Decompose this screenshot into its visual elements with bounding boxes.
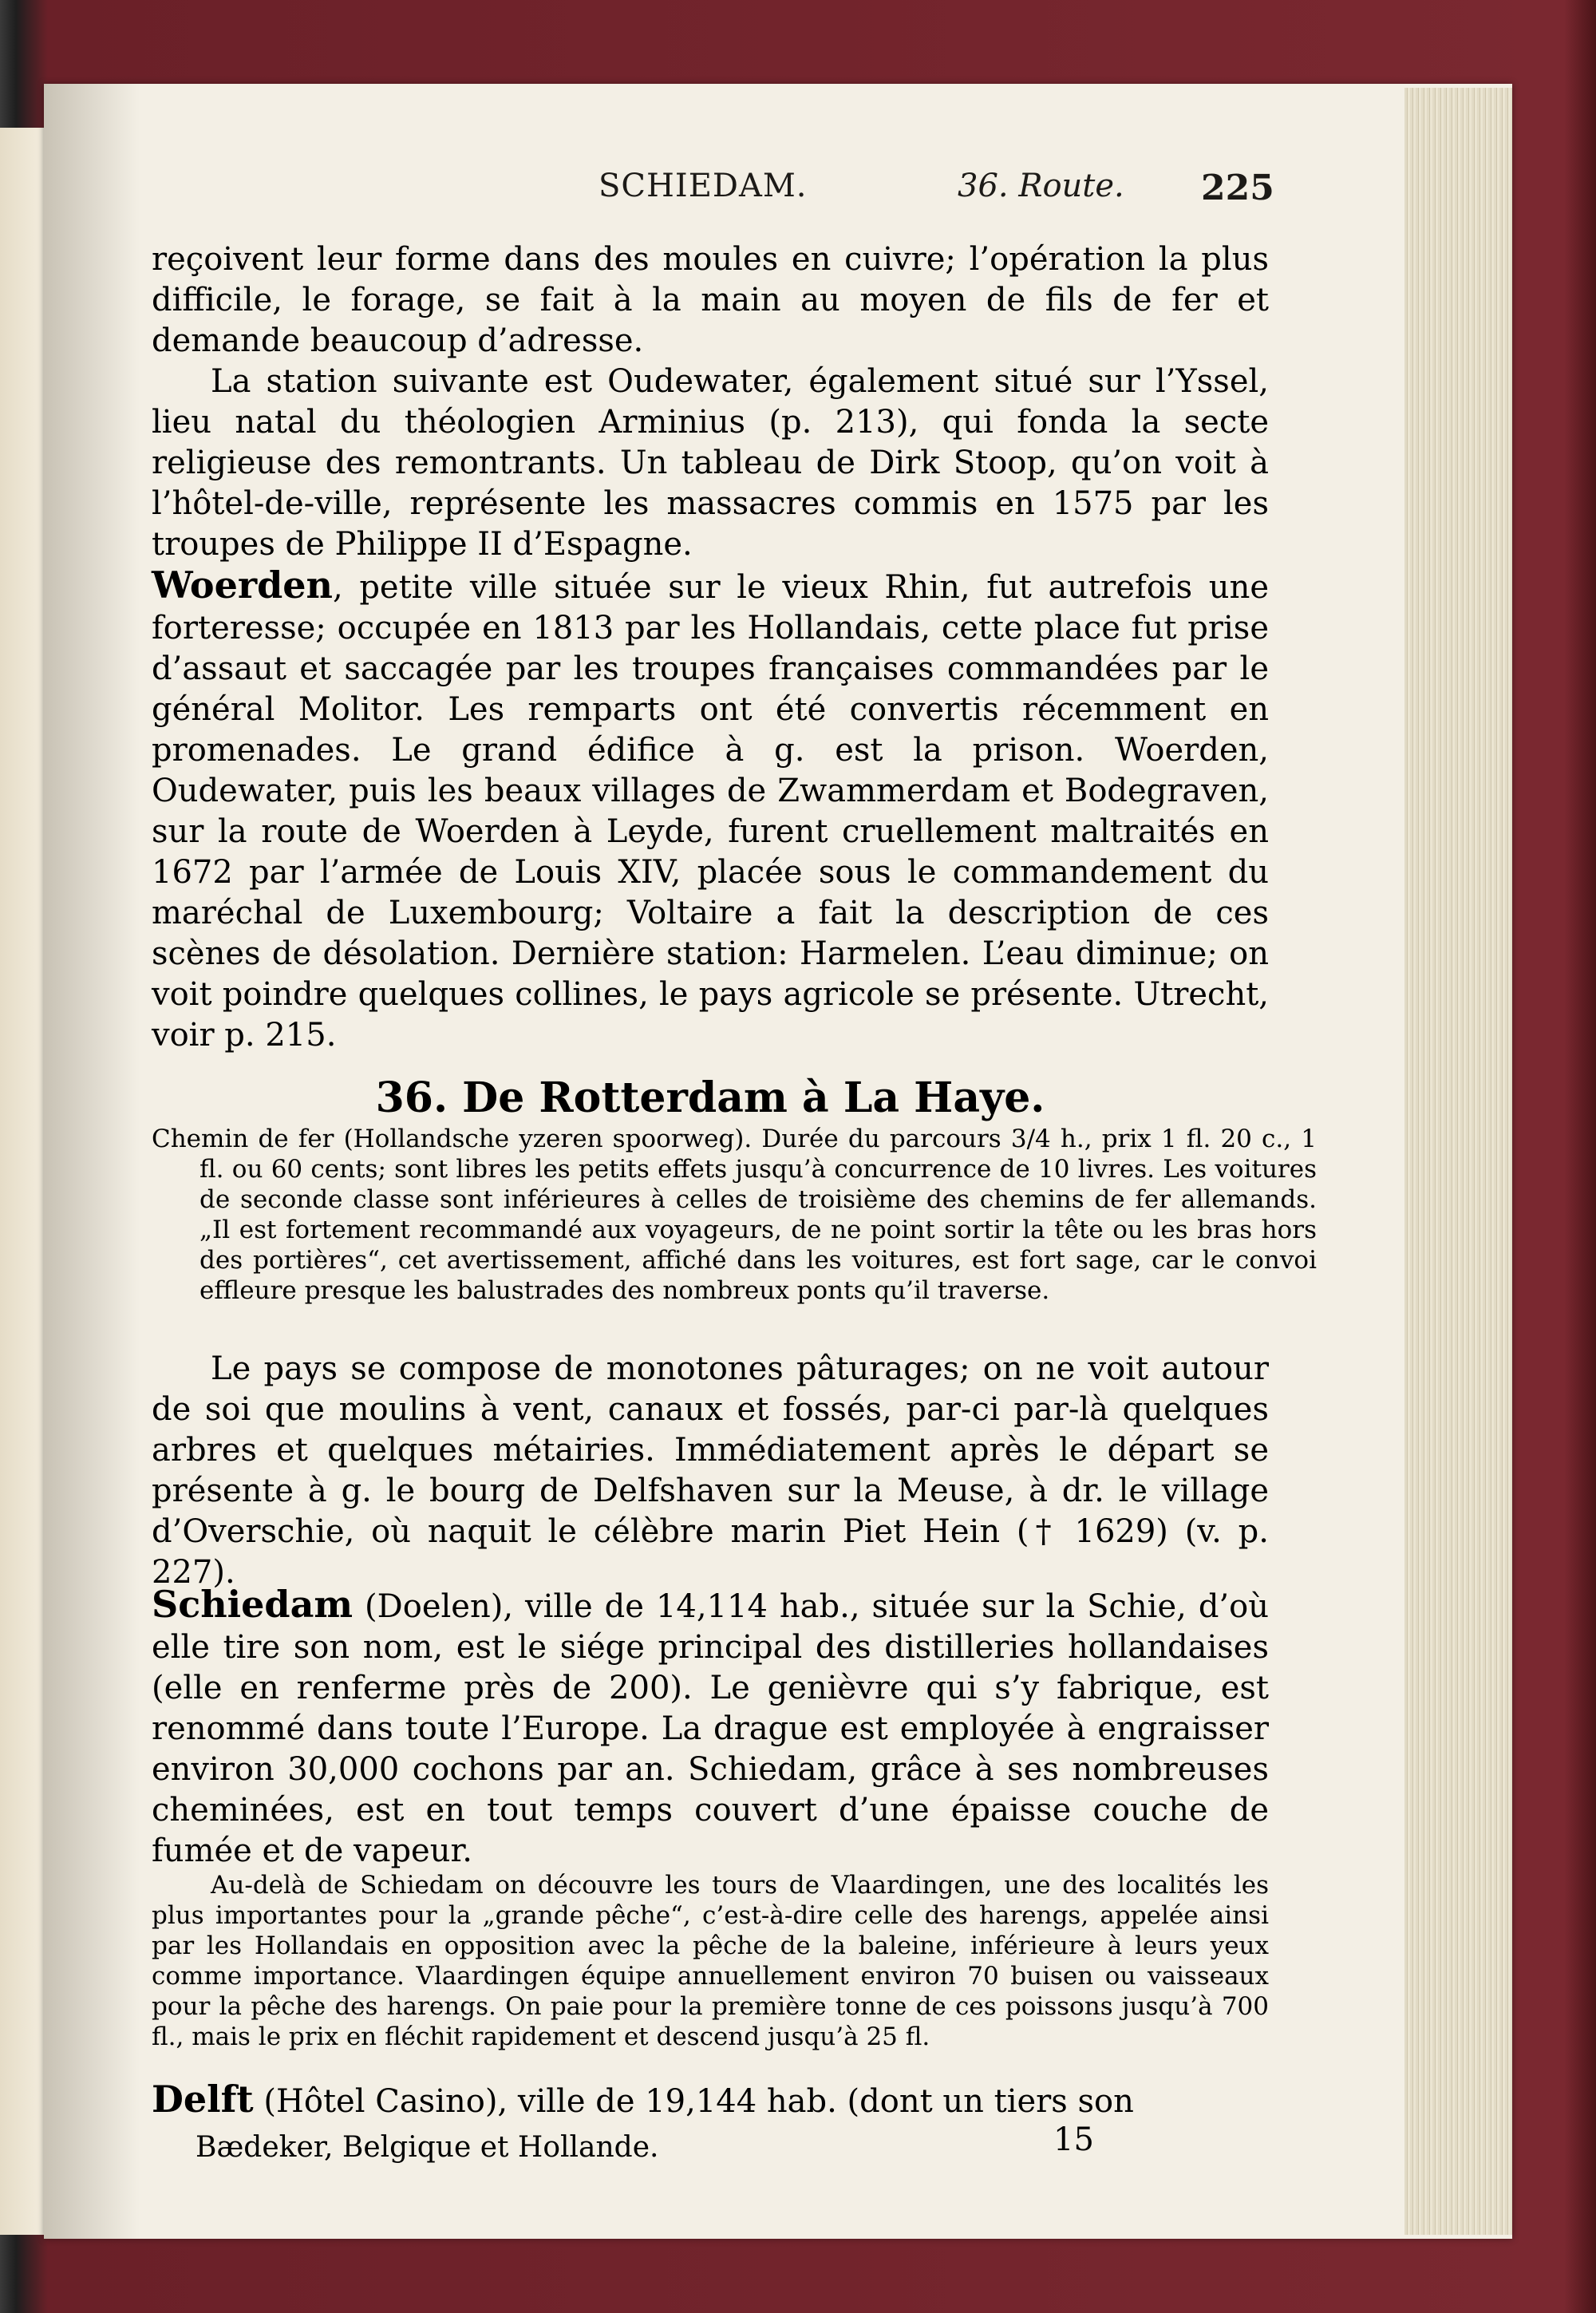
running-header-place: SCHIEDAM.: [598, 168, 808, 204]
vlaardingen-note: Au-delà de Schiedam on découvre les tours de Vlaardingen, une des localités les plus importantes pour la „grande pêche“, c’est-à-dire celle des harengs, appelée ainsi par les Hollandais en opposition avec la pêche de la baleine, inférieure à leurs yeux comme importance. Vlaardingen équipe annuellement environ 70 buisen ou vaisseaux pour la pêche des harengs. On paie pour la première tonne de ces poissons jusqu’à 700 fl., mais le prix en fléchit rapidement et descend jusqu’à 25 fl.: [152, 1871, 1269, 2051]
running-header: [152, 168, 1274, 215]
page-footer: [196, 2121, 1153, 2171]
paragraph-woerden: [152, 565, 1269, 1056]
schiedam-text: (Doelen), ville de 14,114 hab., située sur la Schie, d’où elle tire son nom, est le siége principal des distilleries hollandaises (elle en renferme près de 200). Le genièvre qui s’y fabrique, est renommé dans toute l’Europe. La drague est employée à engraisser environ 30,000 cochons par an. Schiedam, grâce à ses nombreuses cheminées, est en tout temps couvert d’une épaisse couche de fumée et de vapeur.: [152, 1588, 1269, 1869]
woerden-text: , petite ville située sur le vieux Rhin, fut autrefois une forteresse; occupée en 1813 par les Hollandais, cette place fut prise d’assaut et saccagée par les troupes françaises commandées par le général Molitor. Les remparts ont été convertis récemment en promenades. Le grand édifice à g. est la prison. Woerden, Oudewater, puis les beaux villages de Zwammerdam et Bodegraven, sur la route de Woerden à Leyde, furent cruellement maltraités en 1672 par l’armée de Louis XIV, placée sous le commandement du maréchal de Luxembourg; Voltaire a fait la description de ces scènes de désolation. Dernière station: Harmelen. L’eau diminue; on voit poindre quelques collines, le pays agricole se présente. Utrecht, voir p. 215.: [152, 569, 1269, 1054]
page-number: 225: [1201, 168, 1274, 208]
paragraph-oudewater: La station suivante est Oudewater, également situé sur l’Yssel, lieu natal du théologien Arminius (p. 213), qui fonda la secte religieuse des remontrants. Un tableau de Dirk Stoop, qu’on voit à l’hôtel-de-ville, représente les massacres commis en 1575 par les troupes de Philippe II d’Espagne.: [152, 363, 1269, 563]
paragraph-delft: [152, 2079, 1269, 2122]
page-stack-edge: [1404, 88, 1512, 2235]
railway-note: Chemin de fer (Hollandsche yzeren spoorweg). Durée du parcours 3/4 h., prix 1 fl. 20 c., 1 fl. ou 60 cents; sont libres les petits effets jusqu’à concurrence de 10 livres. Les voitures de seconde classe sont inférieures à celles de troisième des chemins de fer allemands. „Il est fortement recommandé aux voyageurs, de ne point sortir la tête ou les bras hors des portières“, cet avertissement, affiché dans les voitures, est fort sage, car le convoi effleure presque les balustrades des nombreux ponts qu’il traverse.: [152, 1125, 1317, 1305]
woerden-lead: Woerden: [152, 563, 333, 607]
schiedam-lead: Schiedam: [152, 1583, 354, 1626]
route-title: 36. De Rotterdam à La Haye.: [375, 1073, 1045, 1122]
paragraph-schiedam: [152, 1584, 1269, 1872]
delft-text: (Hôtel Casino), ville de 19,144 hab. (dont un tiers son: [253, 2083, 1134, 2120]
running-header-route: 36. Route.: [958, 168, 1124, 204]
paragraph-countryside: Le pays se compose de monotones pâturages; on ne voit autour de soi que moulins à vent, canaux et fossés, par-ci par-là quelques arbres et quelques métairies. Immédiatement après le départ se présente à g. le bourg de Delfshaven sur la Meuse, à dr. le village d’Overschie, où naquit le célèbre marin Piet Hein († 1629) (v. p. 227).: [152, 1350, 1269, 1591]
footer-signature: Bædeker, Belgique et Hollande.: [196, 2131, 659, 2164]
page-gutter-shadow: [44, 84, 140, 2239]
footer-sheet-number: 15: [1053, 2121, 1094, 2158]
delft-lead: Delft: [152, 2078, 254, 2121]
paragraph-forage: reçoivent leur forme dans des moules en cuivre; l’opération la plus difficile, le forage, se fait à la main au moyen de fils de fer et demande beaucoup d’adresse.: [152, 241, 1269, 359]
previous-page-edge: [0, 128, 48, 2235]
